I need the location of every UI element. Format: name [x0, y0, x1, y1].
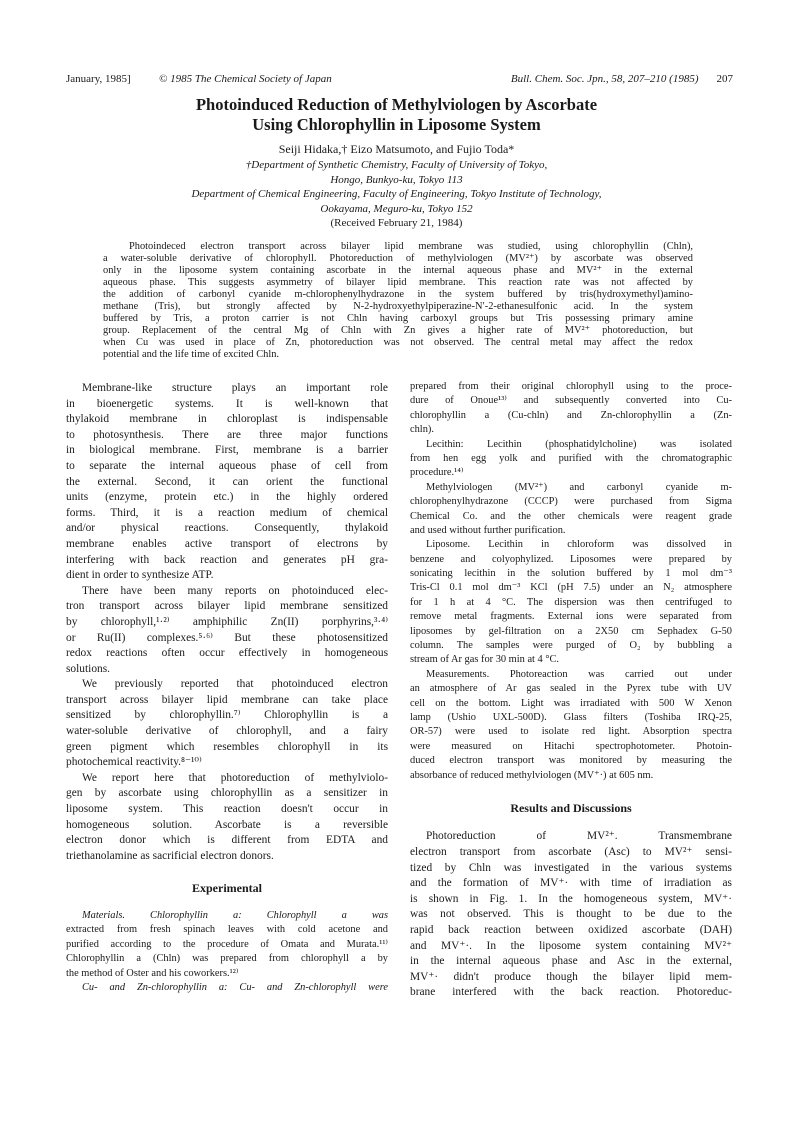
- text-line: Liposome. Lecithin in chloroform was dissolved in: [426, 539, 732, 551]
- section-heading-results: Results and Discussions: [510, 800, 632, 815]
- lecithin-paragraph: [410, 438, 732, 481]
- text-line: Methylviologen (MV²⁺) and carbonyl cyanide m-: [426, 481, 732, 493]
- text-line: We report here that photoreduction of methylviolo-: [82, 771, 388, 784]
- text-line: dient in order to synthesize ATP.: [66, 569, 214, 582]
- text-line: in bioenergetic systems. It is well-known that: [66, 397, 388, 410]
- text-line: extracted from fresh spinach leaves with cold acetone and: [66, 924, 388, 936]
- right-column: [410, 380, 732, 1001]
- text-line: purified according to the procedure of Omata and Murata.¹¹⁾: [66, 938, 388, 950]
- abstract-line: methane (Tris), but strongly affected by N-2-hydroxyethylpiperazine-N′-2-ethanesulfonic acid. In the system: [103, 301, 693, 313]
- text-line: chlorophyllin a (Cu-chln) and Zn-chlorophyllin a (Zn-: [410, 409, 732, 421]
- left-column: [66, 381, 388, 995]
- methylviologen-paragraph: [410, 481, 732, 539]
- text-line: to separate the internal aqueous phase of cell from: [66, 459, 388, 472]
- text-line: dure of Onoue¹³⁾ and subsequently converted into Cu-: [410, 395, 732, 407]
- affiliation-line: Department of Chemical Engineering, Faculty of Engineering, Tokyo Institute of Technology,: [191, 188, 602, 200]
- text-line: lamp (Ushio UXL-500D). Glass filters (Toshiba IRQ-25,: [410, 711, 732, 723]
- text-line: water-soluble derivative of chlorophyll, and a fairy: [66, 725, 388, 738]
- text-line: procedure.¹⁴⁾: [410, 467, 464, 479]
- text-line: chlorophenylhydrazone (CCCP) were purchased from Sigma: [410, 496, 732, 508]
- text-line: by chlorophyll,¹·²⁾ amphiphilic Zn(II) porphyrins,³·⁴⁾: [66, 615, 388, 628]
- text-line: OR-57) were used to isolate red light. Absorption spectra: [410, 726, 732, 738]
- abstract-line: a water-soluble derivative of chlorophyll. Photoreduction of methylviologen (MV²⁺) by ascorbate was observed: [103, 253, 693, 265]
- intro-paragraph-2: [66, 584, 388, 678]
- text-line: green pigment which resembles chlorophyll in its: [66, 740, 388, 753]
- text-line: electron donor which is different from EDTA and: [66, 834, 388, 847]
- text-line: rapid back reaction between oxidized ascorbate (DAH): [410, 923, 732, 936]
- results-paragraph: [410, 829, 732, 1001]
- text-line: was not observed. This is thought to be due to the: [410, 908, 732, 921]
- abstract-line: buffered by Tris, a proton carrier is not Chln having carboxyl groups but Tris possessing primary amine: [103, 313, 693, 325]
- text-line: We previously reported that photoinduced electron: [82, 678, 388, 691]
- affiliation-line: Hongo, Bunkyo-ku, Tokyo 113: [330, 173, 463, 186]
- text-line: There have been many reports on photoinduced elec-: [82, 584, 388, 597]
- text-line: in the internal aqueous phase and Asc in the external,: [410, 955, 732, 968]
- text-line: interfering with back reaction and generates pH gra-: [66, 553, 388, 566]
- text-line: redox reactions often occur effectively in homogeneous: [66, 647, 388, 660]
- text-line: Materials. Chlorophyllin a: Chlorophyll a was: [82, 910, 388, 921]
- text-line: remove metal fragments. External ions were separated from: [410, 611, 732, 623]
- affiliations: [60, 158, 733, 231]
- text-line: sensitized by chlorophyllin.⁷⁾ Chlorophyllin is a: [66, 709, 388, 722]
- text-line: were measured on Hitachi spectrophotometer. Photoin-: [410, 740, 732, 752]
- affiliation-line: Ookayama, Meguro-ku, Tokyo 152: [320, 202, 473, 215]
- header-copyright: © 1985 The Chemical Society of Japan: [159, 73, 332, 85]
- liposome-paragraph: [410, 538, 732, 668]
- materials-continued: [410, 380, 732, 438]
- text-line: and the formation of MV⁺· with time of irradiation as: [410, 877, 732, 890]
- intro-paragraph-4: [66, 771, 388, 865]
- text-line: forms. Third, it is a reaction medium of chemical: [66, 506, 388, 519]
- text-line: and/or physical reactions. Consequently, thylakoid: [66, 522, 388, 535]
- abstract-line: only in the liposome system containing ascorbate in the internal aqueous phase and MV²⁺ in the external: [103, 265, 693, 277]
- measurements-paragraph: [410, 668, 732, 783]
- text-line: the method of Oster and his coworkers.¹²⁾: [66, 967, 239, 979]
- affiliation-line: †Department of Synthetic Chemistry, Faculty of University of Tokyo,: [245, 159, 548, 171]
- text-line: MV⁺· didn't produce though the bilayer lipid mem-: [410, 970, 732, 983]
- text-line: gen by ascorbate using chlorophyllin as a sensitizer in: [66, 787, 388, 800]
- text-line: solutions.: [66, 662, 110, 675]
- text-line: and used without further purification.: [410, 524, 566, 536]
- text-line: Chlorophyllin a (Chln) was prepared from chlorophyll a by: [66, 953, 388, 965]
- text-line: prepared from their original chlorophyll using to the proce-: [410, 381, 732, 392]
- text-line: homogeneous solution. Ascorbate is a reversible: [66, 818, 388, 831]
- title-line-1: Photoinduced Reduction of Methylviologen by Ascorbate: [195, 95, 598, 114]
- text-line: Membrane-like structure plays an important role: [82, 382, 388, 394]
- text-line: tron transport across bilayer lipid membrane sensitized: [66, 600, 388, 613]
- intro-paragraph-1: [66, 381, 388, 584]
- received-date: (Received February 21, 1984): [330, 217, 463, 229]
- abstract-line: Photoindeced electron transport across bilayer lipid membrane was studied, using chlorophyllin (Chln),: [129, 241, 693, 252]
- text-line: to photosynthesis. There are three major functions: [66, 428, 388, 441]
- text-line: liposome system. This reaction doesn't occur in: [66, 803, 388, 816]
- text-line: cell on the bottom. Light was irradiated with 500 W Xenon: [410, 697, 732, 709]
- text-line: electron transport from ascorbate (Asc) to MV²⁺ sensi-: [410, 845, 732, 858]
- text-line: or Ru(II) complexes.⁵·⁶⁾ But these photosensitized: [66, 631, 388, 644]
- text-line: brane interfered with the back reaction. Photoreduc-: [410, 986, 732, 999]
- text-line: from hen egg yolk and purified with the chromatographic: [410, 452, 732, 464]
- section-heading-experimental: Experimental: [192, 881, 262, 896]
- text-line: for 1 h at 4 °C. The dispersion was then centrifuged to: [410, 596, 732, 608]
- header-date: January, 1985]: [66, 73, 131, 85]
- text-line: Lecithin: Lecithin (phosphatidylcholine) was isolated: [426, 438, 732, 450]
- text-line: liposomes by gel-filtration on a 2X50 cm Sephadex G-50: [410, 625, 732, 637]
- text-line: tized by Chln was investigated in the various systems: [410, 861, 732, 874]
- text-line: an atmosphere of Ar gas sealed in the Pyrex tube with UV: [410, 683, 732, 695]
- abstract-line: potential and the life time of excited Chln.: [103, 349, 280, 361]
- text-line: triethanolamine as sacrificial electron donors.: [66, 849, 274, 862]
- text-line: Measurements. Photoreaction was carried out under: [426, 668, 732, 680]
- text-line: transport across bilayer lipid membrane can take place: [66, 693, 388, 706]
- page-number: 207: [716, 73, 733, 85]
- text-line: sonicating lecithin in the solution buffered by 1 mol dm⁻³: [410, 568, 732, 580]
- text-line: Chemical Co. and the other chemicals were reagent grade: [410, 510, 732, 522]
- text-line: column. The samples were purged of O₂ by bubbling a: [410, 640, 732, 652]
- title-line-2: Using Chlorophyllin in Liposome System: [252, 115, 541, 134]
- text-line: Tris-Cl 0.1 mol dm⁻³ KCl (pH 7.5) under an N₂ atmosphere: [410, 582, 732, 594]
- materials-paragraph: [66, 909, 388, 995]
- text-line: Cu- and Zn-chlorophyllin a: Cu- and Zn-chlorophyll were: [82, 981, 388, 993]
- text-line: Photoreduction of MV²⁺. Transmembrane: [426, 830, 732, 843]
- abstract-line: group. Replacement of the central Mg of Chln with Zn gives a higher rate of MV²⁺ photoreduction, but: [103, 325, 693, 337]
- text-line: membrane enables active transport of electrons by: [66, 537, 388, 550]
- author-list: Seiji Hidaka,† Eizo Matsumoto, and Fujio Toda*: [278, 142, 515, 156]
- text-line: and MV⁺·. In the liposome system containing MV²⁺: [410, 939, 732, 952]
- text-line: in biological membrane. First, membrane is a barrier: [66, 444, 388, 457]
- text-line: units (enzyme, protein etc.) in the highly ordered: [66, 491, 388, 504]
- paper-title: [60, 95, 733, 135]
- text-line: duced electron transport was monitored by measuring the: [410, 755, 732, 767]
- text-line: thylakoid membrane in chloroplast is indispensable: [66, 413, 388, 426]
- header-journal: Bull. Chem. Soc. Jpn., 58, 207–210 (1985): [510, 73, 699, 85]
- text-line: photochemical reactivity.⁸⁻¹⁰⁾: [66, 756, 202, 769]
- abstract-line: the addition of carbonyl cyanide m-chlorophenylhydrazone in the system buffered by tris(hydroxymethyl)amino-: [103, 289, 693, 301]
- text-line: absorbance of reduced methylviologen (MV⁺·) at 605 nm.: [410, 769, 654, 781]
- text-line: chln).: [410, 424, 434, 436]
- header-journal-info: [511, 73, 733, 85]
- text-line: stream of Ar gas for 30 min at 4 °C.: [410, 654, 560, 666]
- text-line: the external. Second, it can orient the functional: [66, 475, 388, 488]
- abstract-line: aqueous phase. This suggests asymmetry of bilayer lipid membrane. This reaction rate was not affected by: [103, 277, 693, 289]
- abstract: [103, 241, 693, 361]
- abstract-line: when Cu was used in place of Zn, photoreduction was not observed. The central metal may affect the redox: [103, 337, 693, 349]
- text-line: benzene and colyophylized. Liposomes were prepared by: [410, 553, 732, 565]
- intro-paragraph-3: [66, 677, 388, 771]
- text-line: is shown in Fig. 1. In the homogeneous system, MV⁺·: [410, 892, 732, 905]
